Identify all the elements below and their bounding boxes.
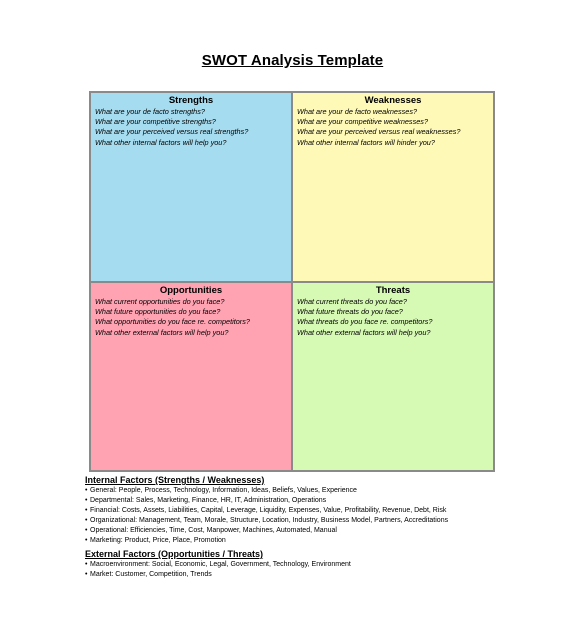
list-item: [85, 526, 505, 536]
list-item: [85, 516, 505, 526]
factors-section: [85, 474, 505, 580]
list-item-text: Macroenvironment: Social, Economic, Legal, Government, Technology, Environment: [90, 561, 351, 568]
strengths-question: What are your de facto strengths?: [95, 107, 205, 116]
list-item-text: Financial: Costs, Assets, Liabilities, Capital, Leverage, Liquidity, Expenses, Value, Profitability, Revenue, Debt, Risk: [90, 507, 447, 514]
threats-quadrant: [292, 282, 494, 471]
list-item-text: Marketing: Product, Price, Place, Promotion: [90, 537, 226, 544]
bullet-icon: •: [85, 487, 88, 494]
list-item: [85, 496, 505, 506]
opportunities-question: What opportunities do you face re. competitors?: [95, 317, 250, 327]
strengths-quadrant: [90, 92, 292, 282]
strengths-question: What are your competitive strengths?: [95, 117, 216, 127]
list-item: [85, 486, 505, 496]
weaknesses-question: What are your competitive weaknesses?: [297, 117, 428, 127]
bullet-icon: •: [85, 561, 88, 568]
list-item-text: Market: Customer, Competition, Trends: [90, 571, 212, 578]
strengths-question: What other internal factors will help you?: [95, 137, 227, 147]
bullet-icon: •: [85, 507, 88, 514]
weaknesses-heading: Weaknesses: [364, 95, 422, 106]
opportunities-quadrant: [90, 282, 292, 471]
strengths-question: What are your perceived versus real strengths?: [95, 127, 249, 137]
bullet-icon: •: [85, 497, 88, 504]
list-item-text: Operational: Efficiencies, Time, Cost, Manpower, Machines, Automated, Manual: [90, 527, 337, 534]
opportunities-question: What future opportunities do you face?: [95, 307, 221, 317]
opportunities-question: What current opportunities do you face?: [95, 297, 225, 306]
threats-question: What threats do you face re. competitors?: [297, 317, 433, 327]
opportunities-heading: Opportunities: [159, 285, 223, 296]
bullet-icon: •: [85, 537, 88, 544]
list-item: [85, 570, 505, 580]
page-title: SWOT Analysis Template: [201, 52, 384, 69]
swot-grid: [89, 91, 495, 472]
bullet-icon: •: [85, 517, 88, 524]
threats-heading: Threats: [375, 285, 411, 296]
weaknesses-question: What are your perceived versus real weaknesses?: [297, 127, 461, 137]
strengths-heading: Strengths: [168, 95, 214, 106]
list-item-text: General: People, Process, Technology, Information, Ideas, Beliefs, Values, Experience: [90, 487, 357, 494]
list-item-text: Organizational: Management, Team, Morale, Structure, Location, Industry, Business Model, Partners, Accreditations: [90, 517, 449, 524]
list-item: [85, 506, 505, 516]
external-factors-heading: External Factors (Opportunities / Threats): [85, 549, 264, 559]
bullet-icon: •: [85, 571, 88, 578]
threats-question: What future threats do you face?: [297, 307, 403, 317]
threats-question: What other external factors will help you?: [297, 327, 431, 337]
list-item: [85, 536, 505, 546]
weaknesses-quadrant: [292, 92, 494, 282]
internal-factors-heading: Internal Factors (Strengths / Weaknesses): [85, 475, 265, 485]
list-item-text: Departmental: Sales, Marketing, Finance, HR, IT, Administration, Operations: [90, 497, 327, 504]
weaknesses-question: What are your de facto weaknesses?: [297, 107, 418, 116]
weaknesses-question: What other internal factors will hinder you?: [297, 137, 435, 147]
bullet-icon: •: [85, 527, 88, 534]
threats-question: What current threats do you face?: [297, 297, 407, 306]
list-item: [85, 560, 505, 570]
opportunities-question: What other external factors will help you?: [95, 327, 229, 337]
